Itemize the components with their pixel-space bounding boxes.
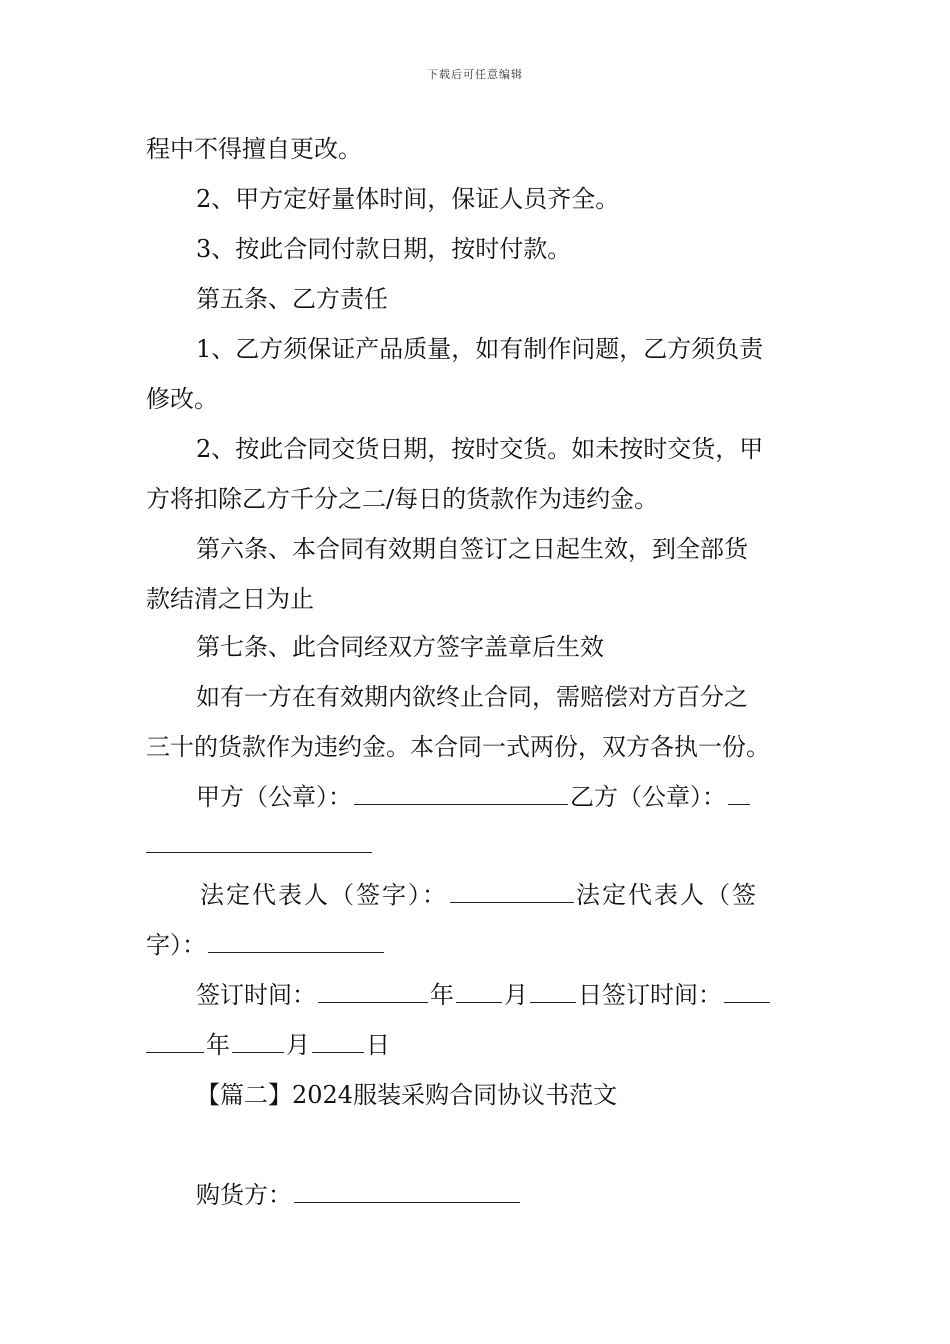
legal-rep-b-label: 法定代表人（签 [576, 881, 758, 909]
page-header: 下载后可任意编辑 [427, 68, 523, 81]
article-heading: 第七条、此合同经双方签字盖章后生效 [196, 633, 604, 661]
day-blank[interactable] [530, 980, 576, 1003]
legal-rep-line-continued [146, 930, 386, 960]
section-title: 【篇二】2024服装采购合同协议书范文 [196, 1081, 618, 1109]
month-label: 月 [504, 981, 528, 1009]
day-sign-time-b-label: 日签订时间： [578, 981, 722, 1009]
paragraph-line: 2、甲方定好量体时间，保证人员齐全。 [196, 185, 620, 213]
sign-time-b-blank[interactable] [724, 980, 770, 1003]
paragraph-line: 2、按此合同交货日期，按时交货。如未按时交货，甲 [196, 435, 764, 463]
sign-time-b-blank-cont[interactable] [146, 1030, 204, 1053]
buyer-blank[interactable] [294, 1180, 520, 1203]
paragraph-line: 1、乙方须保证产品质量，如有制作问题，乙方须负责 [196, 335, 764, 363]
sign-time-a-blank[interactable] [318, 980, 428, 1003]
party-a-seal-label: 甲方（公章）： [196, 783, 352, 811]
month-blank[interactable] [232, 1030, 284, 1053]
paragraph-line: 第六条、本合同有效期自签订之日起生效，到全部货 [196, 535, 748, 563]
year-label: 年 [206, 1031, 230, 1059]
buyer-line [196, 1180, 522, 1210]
party-a-seal-blank[interactable] [354, 782, 568, 805]
party-b-seal-blank[interactable] [728, 782, 750, 805]
sign-time-line [196, 980, 772, 1010]
sign-time-line-continued [146, 1030, 390, 1060]
article-heading: 第五条、乙方责任 [196, 285, 388, 313]
day-label: 日 [366, 1031, 390, 1059]
paragraph-line: 方将扣除乙方千分之二/每日的货款作为违约金。 [146, 485, 659, 513]
party-b-seal-blank-cont[interactable] [146, 830, 372, 853]
month-blank[interactable] [456, 980, 502, 1003]
sign-time-a-label: 签订时间： [196, 981, 316, 1009]
legal-rep-line [200, 880, 758, 910]
paragraph-line: 如有一方在有效期内欲终止合同，需赔偿对方百分之 [196, 683, 748, 711]
seal-line [196, 782, 752, 812]
party-b-seal-label: 乙方（公章）： [570, 783, 726, 811]
legal-rep-a-label: 法定代表人（签字）： [200, 881, 448, 909]
year-label: 年 [430, 981, 454, 1009]
paragraph-line: 3、按此合同付款日期，按时付款。 [196, 235, 572, 263]
paragraph-line: 三十的货款作为违约金。本合同一式两份，双方各执一份。 [146, 733, 770, 761]
paragraph-line: 修改。 [146, 385, 218, 413]
legal-rep-a-blank[interactable] [450, 880, 574, 903]
paragraph-line: 程中不得擅自更改。 [146, 135, 362, 163]
paragraph-line: 款结清之日为止 [146, 585, 314, 613]
legal-rep-b-label-cont: 字）： [146, 931, 206, 959]
day-blank[interactable] [312, 1030, 364, 1053]
legal-rep-b-blank[interactable] [208, 930, 384, 953]
seal-line-continued [146, 830, 374, 860]
buyer-label: 购货方： [196, 1181, 292, 1209]
month-label: 月 [286, 1031, 310, 1059]
